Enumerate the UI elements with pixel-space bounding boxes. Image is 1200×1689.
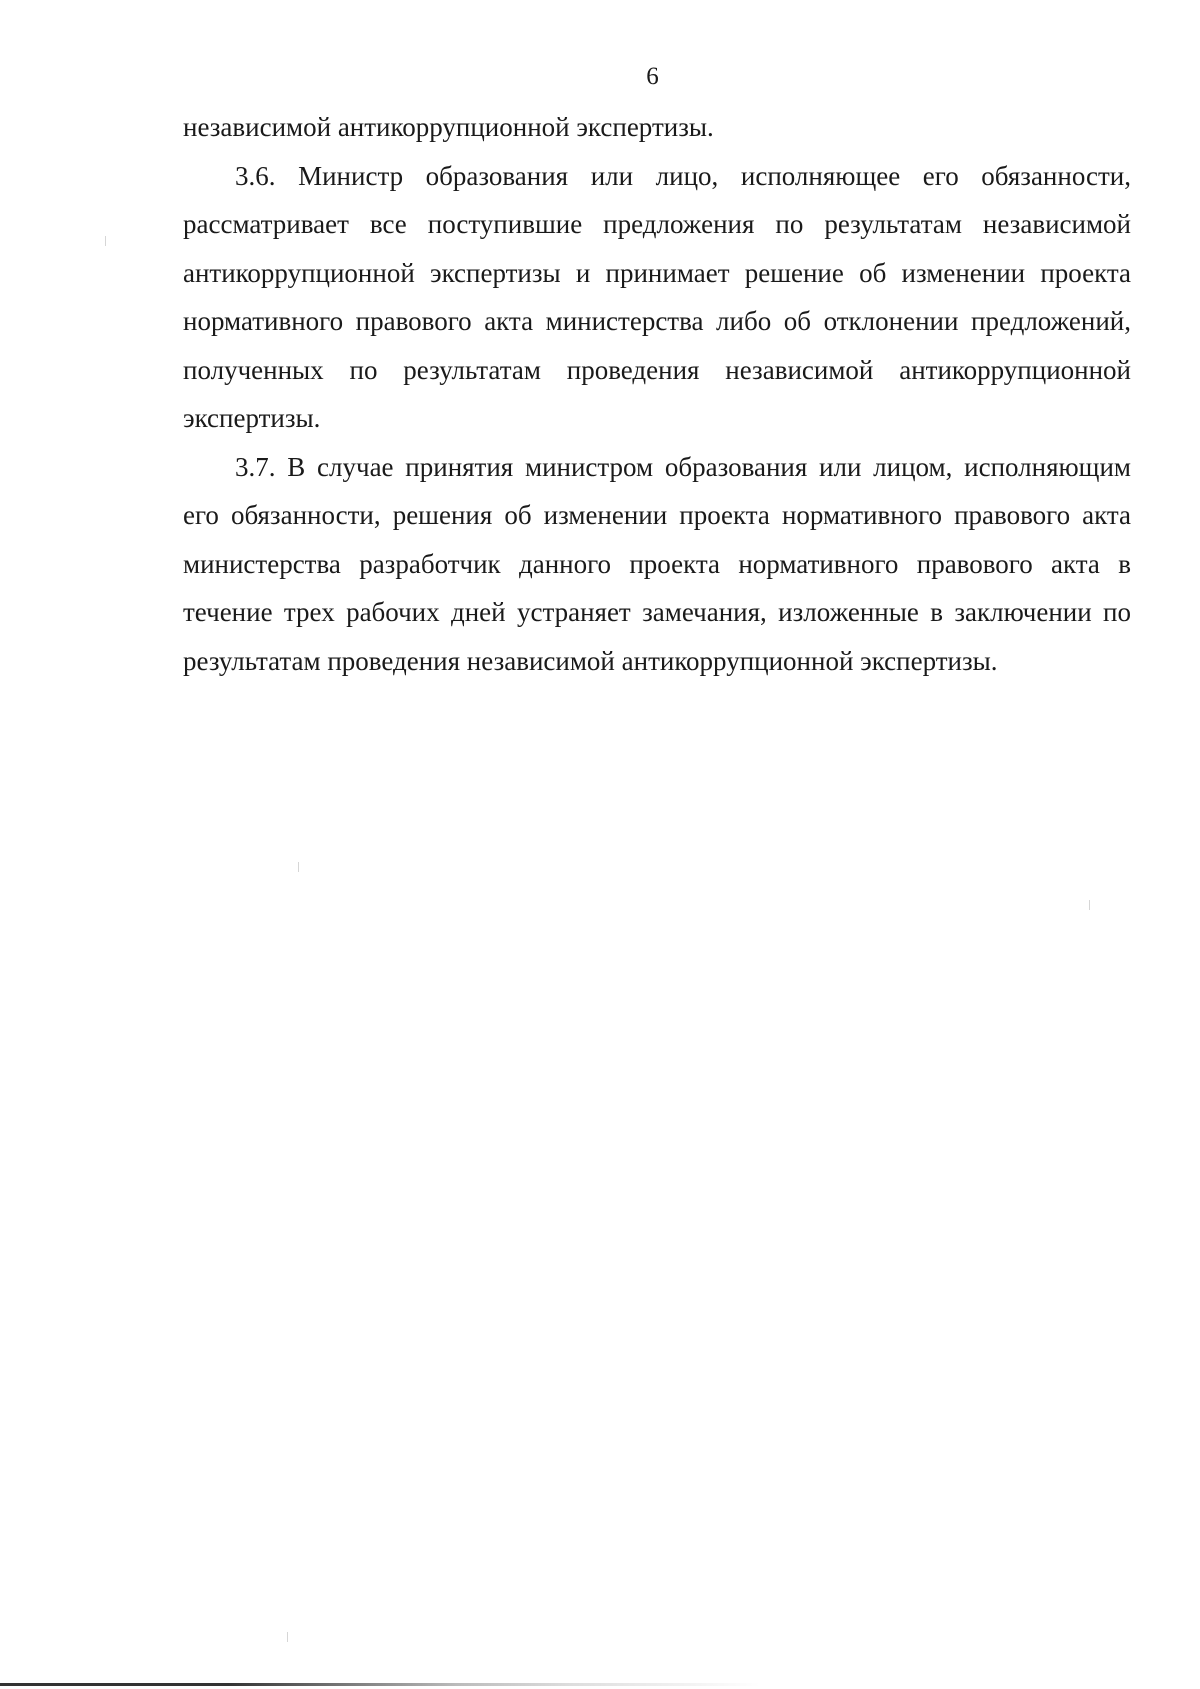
document-body — [183, 103, 1131, 685]
scan-speck — [287, 1632, 288, 1642]
paragraph-clause-3-7: 3.7. В случае принятия министром образования или лицом, исполняющим его обязанности, решения об изменении проекта нормативного правового акта министерства разработчик данного проекта нормативного правового акта в течение трех рабочих дней устраняет замечания, изложенные в заключении по результатам проведения независимой антикоррупционной экспертизы. — [183, 451, 1131, 676]
scan-speck — [105, 236, 106, 246]
paragraph-continuation: независимой антикоррупционной экспертизы. — [183, 112, 714, 142]
scan-edge-line — [0, 1683, 760, 1686]
scan-speck — [298, 862, 299, 872]
scan-speck — [1089, 900, 1090, 910]
page-number: 6 — [646, 63, 659, 90]
paragraph-clause-3-6: 3.6. Министр образования или лицо, исполняющее его обязанности, рассматривает все поступившие предложения по результатам независимой антикоррупционной экспертизы и принимает решение об изменении проекта нормативного правового акта министерства либо об отклонении предложений, полученных по результатам проведения независимой антикоррупционной экспертизы. — [183, 160, 1131, 433]
